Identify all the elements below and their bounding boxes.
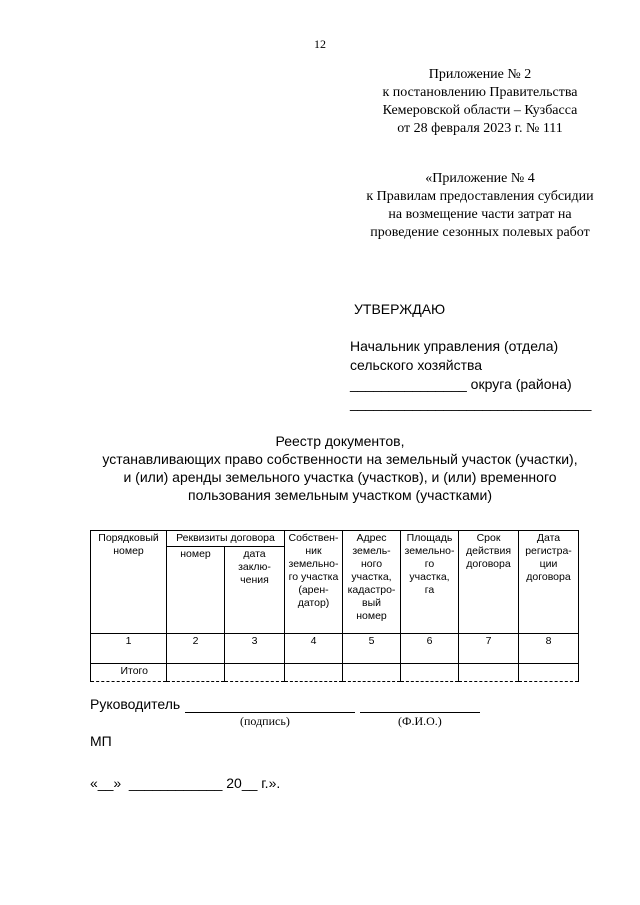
signature-caption: (подпись) xyxy=(240,714,290,728)
page-number: 12 xyxy=(314,37,326,51)
appendix-2-line: от 28 февраля 2023 г. № 111 xyxy=(397,121,563,136)
total-cell xyxy=(285,664,343,682)
register-table xyxy=(90,530,579,682)
header-contract-date: дата заклю- чения xyxy=(225,547,285,634)
col-number: 4 xyxy=(285,634,343,664)
col-number: 3 xyxy=(225,634,285,664)
date-line: «__» ____________ 20__ г.». xyxy=(90,775,281,791)
name-caption: (Ф.И.О.) xyxy=(398,714,442,728)
approve-line: Начальник управления (отдела) xyxy=(350,338,559,354)
total-cell xyxy=(225,664,285,682)
appendix-2-line: Приложение № 2 xyxy=(428,67,532,82)
total-cell xyxy=(459,664,519,682)
appendix-2-line: к постановлению Правительства xyxy=(382,85,578,100)
appendix-4-line: проведение сезонных полевых работ xyxy=(370,225,590,240)
header-contract-details: Реквизиты договора xyxy=(167,531,285,547)
total-cell xyxy=(343,664,401,682)
title-line: устанавливающих право собственности на земельный участок (участки), xyxy=(102,451,578,467)
approval-block xyxy=(350,300,630,413)
stamp-label: МП xyxy=(90,733,112,749)
table-total-row xyxy=(91,664,579,682)
approve-line: сельского хозяйства xyxy=(350,357,483,373)
header-registration-date: Дата регистра- ции договора xyxy=(519,531,579,634)
appendix-2-line: Кемеровской области – Кузбасса xyxy=(382,103,578,118)
approve-title: УТВЕРЖДАЮ xyxy=(354,301,446,317)
appendix-4-line: на возмещение части затрат на xyxy=(388,207,572,222)
approve-line: _______________ округа (района) xyxy=(350,376,572,392)
appendix-4-line: к Правилам предоставления субсидии xyxy=(366,189,594,204)
header-address: Адрес земель- ного участка, кадастро- вый номер xyxy=(343,531,401,634)
header-owner: Собствен- ник земельно- го участка (арен- датор) xyxy=(285,531,343,634)
title-line: пользования земельным участком (участками) xyxy=(188,487,492,503)
col-number: 8 xyxy=(519,634,579,664)
name-line xyxy=(360,712,480,713)
col-number: 2 xyxy=(167,634,225,664)
col-number: 5 xyxy=(343,634,401,664)
signature-line xyxy=(185,712,355,713)
title-line: и (или) аренды земельного участка (участков), и (или) временного xyxy=(123,469,557,485)
col-number: 1 xyxy=(91,634,167,664)
header-area: Площадь земельно- го участка, га xyxy=(401,531,459,634)
total-cell xyxy=(401,664,459,682)
header-term: Срок действия договора xyxy=(459,531,519,634)
approve-line: _______________________________ xyxy=(350,395,592,411)
header-order-number: Порядковый номер xyxy=(91,531,167,634)
appendix-4-line: «Приложение № 4 xyxy=(425,171,535,186)
col-number: 6 xyxy=(401,634,459,664)
table-number-row xyxy=(91,634,579,664)
table-header-row xyxy=(91,531,579,547)
total-cell xyxy=(519,664,579,682)
head-label: Руководитель xyxy=(90,696,181,712)
appendix-2-header xyxy=(330,66,630,138)
header-contract-number: номер xyxy=(167,547,225,634)
title-line: Реестр документов, xyxy=(275,433,405,449)
appendix-4-header xyxy=(330,170,630,242)
document-title xyxy=(60,432,620,504)
col-number: 7 xyxy=(459,634,519,664)
total-label: Итого xyxy=(91,664,167,682)
total-cell xyxy=(167,664,225,682)
